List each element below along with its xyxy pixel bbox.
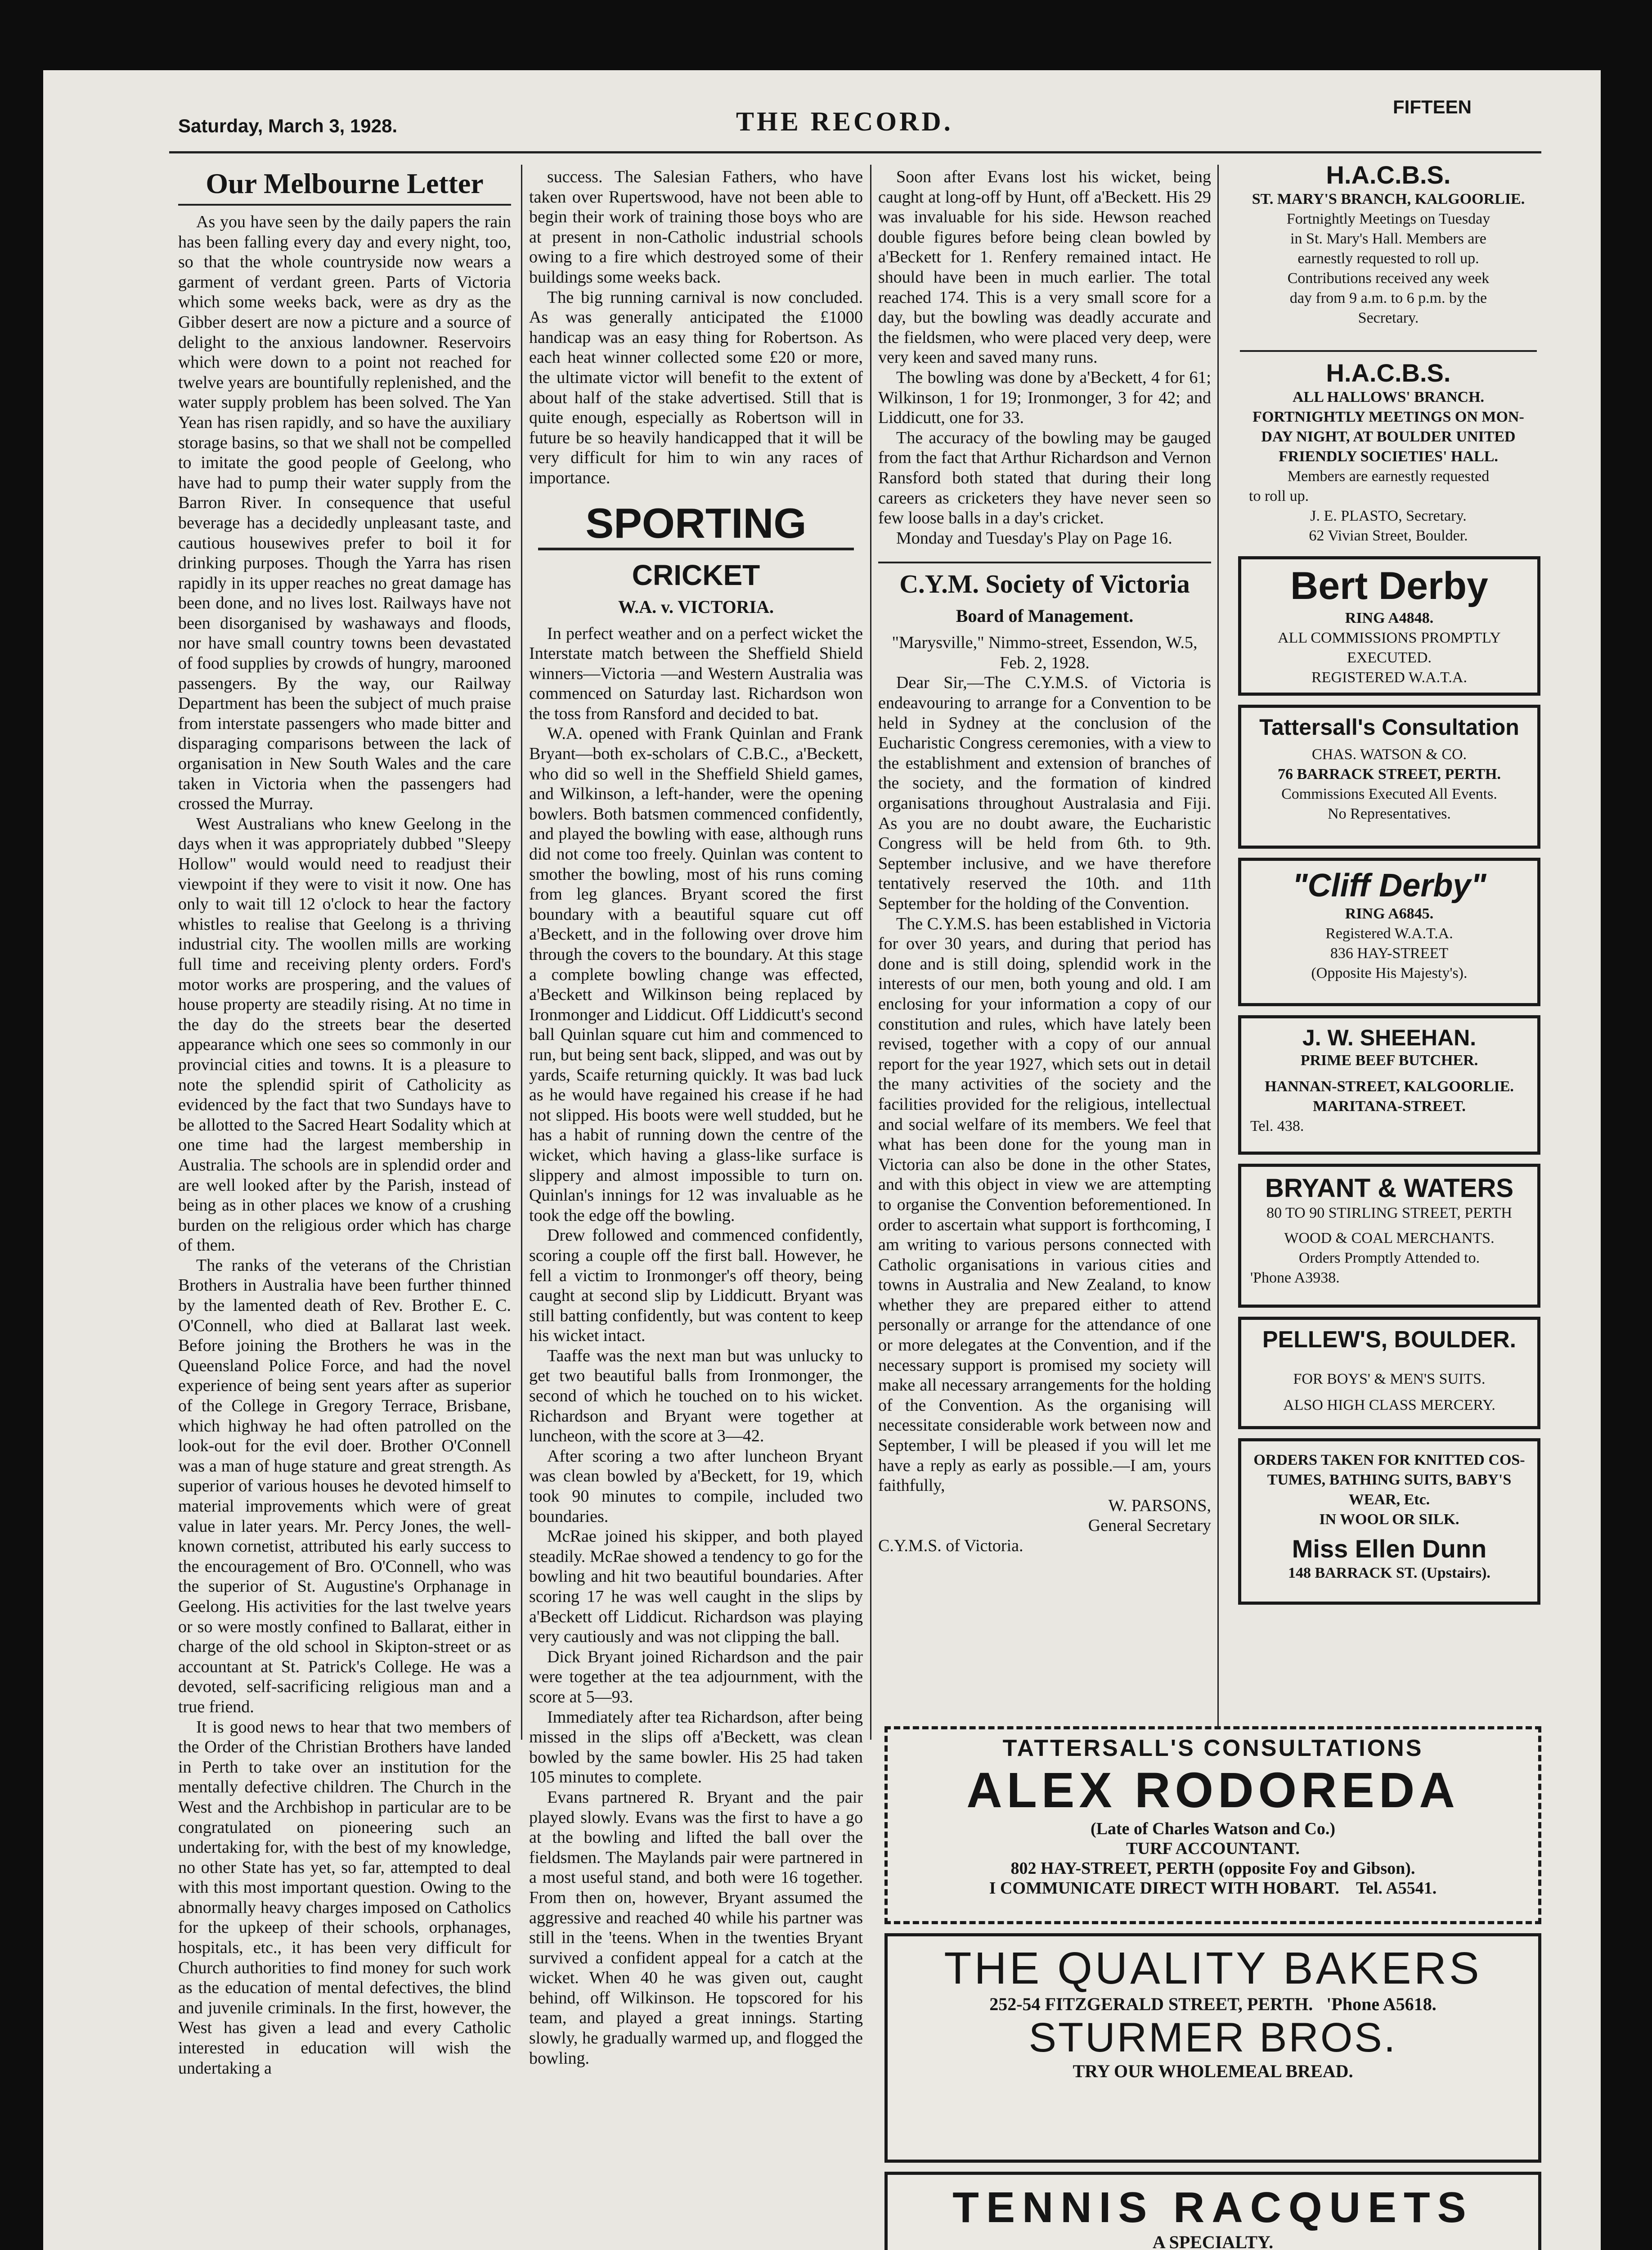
column-divider-2 (870, 165, 871, 1740)
melbourne-letter-column (178, 167, 511, 2250)
ad-specialty: A SPECIALTY. (1152, 2232, 1274, 2250)
sporting-section-title: SPORTING (538, 499, 854, 550)
ad-line: ALL COMMISSIONS PROMPTLY (1278, 630, 1501, 646)
ad-address: HANNAN-STREET, KALGOORLIE. (1265, 1078, 1514, 1095)
ad-line: FOR BOYS' & MEN'S SUITS. (1293, 1371, 1486, 1387)
hacbs-all-hallows-notice (1231, 358, 1546, 547)
ad-line: (Late of Charles Watson and Co.) (1091, 1819, 1335, 1838)
cricket-paragraph: After scoring a two after luncheon Bryant was clean bowled by a'Beckett, for 19, which took 90 minutes to compile, included two boundaries. (529, 1446, 863, 1526)
hacbs-branch: ALL HALLOWS' BRANCH. (1292, 389, 1485, 405)
hacbs-title: H.A.C.B.S. (1326, 359, 1451, 387)
ad-trade: WOOD & COAL MERCHANTS. (1284, 1230, 1495, 1246)
cyms-signature: W. PARSONS, (1108, 1496, 1211, 1515)
ad-name: Tattersall's Consultation (1259, 715, 1519, 740)
hacbs-line: earnestly requested to roll up. (1297, 250, 1479, 267)
quality-bakers-ad (884, 1933, 1541, 2163)
sporting-column (529, 167, 863, 2250)
cricket-paragraph: The bowling was done by a'Beckett, 4 for 61; Wilkinson, 1 for 19; Ironmonger, 3 for 42; and Liddicutt, one for 33. (878, 368, 1211, 428)
sheehan-butcher-ad (1238, 1015, 1540, 1155)
ad-tel: Tel. A5541. (1356, 1879, 1437, 1898)
cyms-paragraph: The C.Y.M.S. has been established in Victoria for over 30 years, and during that period has done and is still doing, splendid work in the interests of our men, both young and old. I am enclosing for your information a copy of our constitution and rules, which have lately been revised, together with a copy of our annual report for the year 1927, which sets out in detail the many activities of the society and the facilities provided for the religious, intellectual and social welfare of its members. We feel that what has been done for the young man in Victoria can also be done in the other States, and with this object in view we are attempting to organise the Convention beforementioned. In order to ascertain what support is forthcoming, I am writing to various persons connected with Catholic organisations in various cities and towns in Australia and New Zealand, to know whether they are prepared either to attend personally or arrange for the attendance of one or more delegates at the Convention, and if the necessary support is promised my society will make all necessary arrangements for the holding of the Convention. As the organising will necessitate considerable work between now and September, I will be pleased if you will let me have a reply as early as possible.—I am, yours faithfully, (878, 914, 1211, 1495)
ad-address: 148 BARRACK ST. (Upstairs). (1288, 1565, 1490, 1581)
hacbs-line: Secretary. (1358, 310, 1419, 326)
letter-paragraph: It is good news to hear that two members of the Order of the Christian Brothers have landed in Perth to take over an institution for the mentally defective children. The Church in the West and the Archbishop in particular are to be congratulated on pioneering such an undertaking for, with the best of my knowledge, no other State has yet, so far, attempted to deal with this most important question. Owing to the abnormally heavy charges imposed on Catholics for the upkeep of their schools, orphanages, hospitals, etc., it has been very difficult for Church authorities to find money for such work as the education of mental defectives, the blind and juvenile criminals. In the first, however, the West has given a lead and every Catholic interested in education will wish the undertaking a (178, 1717, 511, 2078)
ad-divider (1240, 350, 1537, 352)
cricket-paragraph: Immediately after tea Richardson, after being missed in the slips off a'Beckett, was clean bowled by the same bowler. His 25 had taken 105 minutes to complete. (529, 1707, 863, 1787)
cyms-address: "Marysville," Nimmo-street, Essendon, W.5, Feb. 2, 1928. (892, 633, 1198, 672)
cyms-subheading: Board of Management. (956, 606, 1134, 626)
ad-address: MARITANA-STREET. (1313, 1098, 1466, 1115)
paper-title: THE RECORD. (736, 107, 953, 136)
ad-name: BRYANT & WATERS (1265, 1174, 1514, 1203)
rodoreda-ad (884, 1726, 1541, 1924)
hacbs-secretary: J. E. PLASTO, Secretary. (1310, 508, 1467, 524)
ad-line: ALSO HIGH CLASS MERCERY. (1283, 1397, 1495, 1413)
ad-phone: RING A6845. (1345, 905, 1434, 922)
masthead (43, 70, 1601, 160)
letter-continuation: success. The Salesian Fathers, who have taken over Rupertswood, have not been able to begin their work of training those boys who are at present in non-Catholic industrial schools owing to a fire which destroyed some of their buildings some weeks back. (529, 167, 863, 287)
pellews-ad (1238, 1317, 1540, 1429)
ad-name: Bert Derby (1290, 564, 1488, 608)
ad-line: TURF ACCOUNTANT. (1126, 1839, 1300, 1858)
ad-line (888, 1994, 1538, 2014)
hacbs-line: Contributions received any week (1287, 270, 1490, 287)
bert-derby-ad (1238, 556, 1540, 696)
cyms-paragraph: Dear Sir,—The C.Y.M.S. of Victoria is endeavouring to arrange for a Convention to be held in Sydney at the conclusion of the Eucharistic Congress ceremonies, with a view to the establishment and extension of branches of the society, and the formation of kindred organisations throughout Australasia and Fiji. As you are no doubt aware, the Eucharistic Congress will be held from 6th. to 9th. September inclusive, and we have therefore tentatively reserved the 10th. and 11th September for the holding of the Convention. (878, 673, 1211, 913)
ad-line: Commissions Executed All Events. (1281, 786, 1497, 802)
hacbs-line: to roll up. (1249, 488, 1309, 504)
ad-name: Miss Ellen Dunn (1292, 1534, 1487, 1563)
ad-line: (Opposite His Majesty's). (1311, 965, 1468, 981)
cyms-signature-org: C.Y.M.S. of Victoria. (878, 1536, 1024, 1555)
ad-line: Registered W.A.T.A. (1325, 925, 1453, 942)
column-divider-3 (1217, 165, 1219, 1740)
issue-date: Saturday, March 3, 1928. (178, 115, 398, 136)
ad-line: 836 HAY-STREET (1330, 945, 1449, 962)
cyms-signature-title: General Secretary (1088, 1516, 1211, 1535)
cyms-column (878, 167, 1211, 1832)
cricket-paragraph: Dick Bryant joined Richardson and the pair were together at the tea adjournment, with the score at 5—93. (529, 1647, 863, 1706)
gemmell-mcdougall-ad (884, 2172, 1541, 2250)
ad-line: No Representatives. (1328, 806, 1451, 822)
ad-line: EXECUTED. (1347, 649, 1432, 666)
ad-trade: PRIME BEEF BUTCHER. (1300, 1052, 1478, 1069)
match-heading: W.A. v. VICTORIA. (618, 596, 774, 617)
ad-name: J. W. SHEEHAN. (1302, 1025, 1477, 1050)
cricket-paragraph: Evans partnered R. Bryant and the pair played slowly. Evans was the first to have a go at the bowling and lifted the ball over the fieldsmen. The Maylands pair were partnered in a most useful stand, and both were 16 together. From then on, however, Bryant assumed the aggressive and reached 40 while his partner was still in the 'teens. When in the twenties Bryant survived a confident appeal for a catch at the wicket. When 40 he was given out, caught behind, off Wilkinson. He topscored for his team, and played a great innings. Starting slowly, he gradually warmed up, and flogged the bowling. (529, 1787, 863, 2068)
letter-continuation: The big running carnival is now concluded. As was generally anticipated the £1000 handicap was an easy thing for Robertson. As each heat winner collected some £20 or more, the ultimate victor will benefit to the extent of about half of the stake advertised. Still that is quite enough, especially as Robertson will in future be so heavily handicapped that it will be very difficult for him to win any races of importance. (529, 288, 863, 487)
cricket-paragraph: Soon after Evans lost his wicket, being caught at long-off by Hunt, off a'Beckett. His 29 was invaluable for his side. Hewson reached double figures before being clean bowled by a'Beckett for 1. Renfery remained intact. He should have been in much earlier. The total reached 174. This is a very small score for a day, but the bowling was deadly accurate and the fieldsmen, who were placed very deep, were very keen and saved many runs. (878, 167, 1211, 367)
ad-phone: RING A4848. (1345, 610, 1434, 626)
ad-phone: 'Phone A5618. (1326, 1994, 1437, 2014)
hacbs-line: FRIENDLY SOCIETIES' HALL. (1279, 448, 1498, 465)
cyms-headline: C.Y.M. Society of Victoria (878, 562, 1211, 599)
ad-phone: 'Phone A3938. (1250, 1269, 1340, 1286)
cricket-paragraph: Drew followed and commenced confidently, scoring a couple off the first ball. However, he fell a victim to Ironmonger's off theory, being caught at second slip by Liddicutt. Bryant was still batting confidently, but was content to keep his wicket intact. (529, 1226, 863, 1346)
hacbs-title: H.A.C.B.S. (1326, 161, 1451, 189)
hacbs-line: day from 9 a.m. to 6 p.m. by the (1289, 290, 1487, 306)
hacbs-address: 62 Vivian Street, Boulder. (1309, 527, 1468, 544)
hacbs-line: in St. Mary's Hall. Members are (1290, 230, 1486, 247)
cricket-paragraph: In perfect weather and on a perfect wicket the Interstate match between the Sheffield Shield winners—Victoria —and Western Australia was commenced on Saturday last. Richardson won the toss from Ransford and decided to bat. (529, 624, 863, 723)
hacbs-st-marys-notice (1231, 160, 1546, 345)
ad-top: TENNIS RACQUETS (952, 2183, 1473, 2232)
ad-line: REGISTERED W.A.T.A. (1311, 669, 1467, 686)
ad-address: 80 TO 90 STIRLING STREET, PERTH (1266, 1205, 1512, 1221)
ad-top: TATTERSALL'S CONSULTATIONS (1002, 1735, 1423, 1761)
hacbs-line: FORTNIGHTLY MEETINGS ON MON- (1252, 409, 1524, 425)
ad-line (888, 1878, 1538, 1898)
newspaper-page (43, 70, 1601, 2250)
hacbs-line: DAY NIGHT, AT BOULDER UNITED (1261, 428, 1516, 445)
letter-paragraph: The ranks of the veterans of the Christian Brothers in Australia have been further thinned by the lamented death of Rev. Brother E. C. O'Connell, who died at Ballarat last week. Before joining the Brothers he was in the Queensland Police Force, and had the novel experience of being sent years after as superior of the College in Gregory Terrace, Brisbane, which highway he had often patrolled on the look-out for the evil doer. Brother O'Connell was a man of huge stature and great strength. As superior of various houses he devoted himself to material improvements which were of great value in later years. Mr. Percy Jones, the well-known cornetist, attributed his early success to the encouragement of Bro. O'Connell, who was the superior of St. Augustine's Orphanage in Geelong. His activities for the last twelve years or so were mostly confined to Ballarat, either in charge of the old school in Skipton-street or as accountant at St. Patrick's College. He was a devoted, self-sacrificing religious man and a true friend. (178, 1256, 511, 1716)
cricket-paragraph: The accuracy of the bowling may be gauged from the fact that Arthur Richardson and Vernon Ransford both stated that during their long careers as cricketers they have never seen so few loose balls in a day's cricket. (878, 428, 1211, 528)
ad-tel: Tel. 438. (1250, 1118, 1304, 1134)
ad-name: PELLEW'S, BOULDER. (1262, 1327, 1517, 1353)
ad-line: TUMES, BATHING SUITS, BABY'S (1267, 1472, 1512, 1488)
ad-line: ORDERS TAKEN FOR KNITTED COS- (1253, 1452, 1525, 1468)
ad-name: ALEX RODOREDA (966, 1763, 1459, 1818)
cliff-derby-ad (1238, 858, 1540, 1006)
ad-name: THE QUALITY BAKERS (944, 1943, 1482, 1994)
ad-slogan: TRY OUR WHOLEMEAL BREAD. (1073, 2061, 1353, 2081)
page-number: FIFTEEN (1393, 96, 1472, 117)
tattersalls-consultation-ad (1238, 705, 1540, 849)
cricket-paragraph: Taaffe was the next man but was unlucky to get two beautiful balls from Ironmonger, the second of which he touched on to his wicket. Richardson and Bryant were together at luncheon, with the score at 3—42. (529, 1346, 863, 1446)
ad-line: CHAS. WATSON & CO. (1311, 746, 1467, 763)
ad-address: 802 HAY-STREET, PERTH (opposite Foy and Gibson). (1010, 1859, 1415, 1878)
cricket-paragraph: McRae joined his skipper, and both played steadily. McRae showed a tendency to go for the bowling and hit two beautiful boundaries. After scoring 17 he was well caught in the slips by a'Beckett off Liddicut. Richardson was playing very cautiously and was not clipping the ball. (529, 1527, 863, 1647)
ad-line: Orders Promptly Attended to. (1298, 1250, 1480, 1266)
header-rule (169, 151, 1541, 153)
ad-line: IN WOOL OR SILK. (1319, 1511, 1459, 1528)
letter-paragraph: West Australians who knew Geelong in the days when it was appropriately dubbed "Sleepy Hollow" would would need to readjust their viewpoint if they were to visit it now. One has only to wait till 12 o'clock to hear the factory whistles to realise that Geelong is a thriving industrial city. The woollen mills are working full time and receiving plenty orders. Ford's motor works are prospering, and the values of house property are steadily rising. At no time in the day do the streets bear the deserted appearance which one sees so commonly in our provincial cities and towns. It is a pleasure to note the splendid spirit of Catholicity as evidenced by the fact that two Sundays have to be allotted to the Sacred Heart Sodality which at one time had the largest membership in Australia. The schools are in splendid order and are well looked after by the Parish, instead of being as in other places we know of a crushing burden on the religious order which has charge of them. (178, 814, 511, 1255)
ad-line: WEAR, Etc. (1348, 1491, 1430, 1508)
hacbs-branch: ST. MARY'S BRANCH, KALGOORLIE. (1252, 191, 1525, 207)
cricket-paragraph: Monday and Tuesday's Play on Page 16. (896, 528, 1172, 548)
hacbs-line: Members are earnestly requested (1287, 468, 1490, 485)
melbourne-letter-headline: Our Melbourne Letter (178, 167, 511, 206)
ellen-dunn-ad (1238, 1438, 1540, 1605)
cricket-heading: CRICKET (632, 558, 760, 591)
letter-paragraph: As you have seen by the daily papers the rain has been falling every day and every night, too, so that the whole countryside now wears a garment of verdant green. Parts of Victoria which some weeks back, were as dry as the Gibber desert are now a picture and a source of delight to the anxious landowner. Reservoirs which were down to a point not reached for twelve years are bountifully replenished, and the water supply problem has been solved. The Yan Yean has risen rapidly, and so have the auxiliary storage basins, so that we shall not be compelled to imitate the good people of Geelong, who have had to pump their water supply from the Barron River. In consequence that useful beverage has a decidedly unpleasant taste, and cautious housewives prefer to boil it for drinking purposes. Though the Yarra has risen rapidly in its upper reaches no great damage has been done, and no lives lost. Railways have not been disorganised by washaways and floods, nor have small country towns been devastated of food supplies by crowds of hungry, marooned passengers. By the way, our Railway Department has been the subject of much praise from interstate passengers who made bitter and disparaging comparisons between the lack of organisation in New South Wales and the care taken in Victoria when the passengers had crossed the Murray. (178, 212, 511, 814)
ad-name: "Cliff Derby" (1292, 868, 1486, 904)
ad-address: 76 BARRACK STREET, PERTH. (1278, 766, 1501, 783)
bryant-waters-ad (1238, 1164, 1540, 1308)
hacbs-line: Fortnightly Meetings on Tuesday (1286, 211, 1490, 227)
ad-brothers: STURMER BROS. (1028, 2015, 1397, 2061)
cricket-paragraph: W.A. opened with Frank Quinlan and Frank Bryant—both ex-scholars of C.B.C., a'Beckett, who did so well in the Sheffield Shield games, and Wilkinson, a left-hander, were the opening bowlers. Both batsmen commenced confidently, and played the bowling with ease, although runs did not come too freely. Quinlan was content to smother the bowling, most of his runs coming from leg glances. Bryant scored the first boundary with a beautiful square cut off a'Beckett, and in the following over drove him through the covers to the boundary. At this stage a complete bowling change was effected, a'Beckett and Wilkinson being replaced by Ironmonger and Liddicut. Off Liddicutt's second ball Quinlan square cut him and commenced to run, but being sent back, slipped, and was out by yards, Scaife returning quickly. It was bad luck as he would have regained his crease if he had not slipped. His boots were well studded, but he has a habit of running down the centre of the wicket, which having a glass-like surface is slippery and almost impossible to turn on. Quinlan's innings for 12 was invaluable as he took the edge off the bowling. (529, 724, 863, 1225)
ad-line: I COMMUNICATE DIRECT WITH HOBART. (989, 1879, 1339, 1898)
column-divider-1 (521, 165, 522, 1740)
ad-address: 252-54 FITZGERALD STREET, PERTH. (989, 1994, 1313, 2014)
